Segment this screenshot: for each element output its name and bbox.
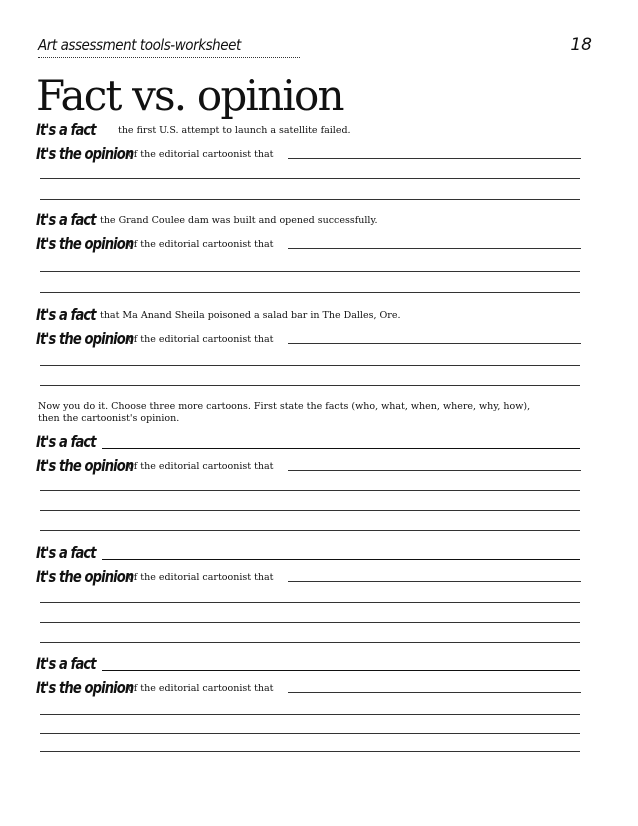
- opinion-label: It's the opinion: [36, 144, 134, 163]
- fact-label: It's a fact: [36, 432, 96, 451]
- answer-line[interactable]: [40, 490, 580, 491]
- answer-line[interactable]: [40, 714, 580, 715]
- opinion-label: It's the opinion: [36, 329, 134, 348]
- opinion-suffix-text: of the editorial cartoonist that: [128, 149, 274, 160]
- opinion-answer-line[interactable]: [288, 158, 581, 159]
- opinion-answer-line[interactable]: [288, 470, 581, 471]
- exercise-2-fact-row: [36, 541, 581, 563]
- page-header: [38, 36, 598, 58]
- opinion-suffix-text: of the editorial cartoonist that: [128, 239, 274, 250]
- answer-line[interactable]: [40, 271, 580, 272]
- header-title: Art assessment tools-worksheet: [38, 36, 241, 54]
- example-2-fact-row: [36, 208, 581, 230]
- answer-line[interactable]: [40, 751, 580, 752]
- example-2-fact-text: the Grand Coulee dam was built and opened successfully.: [100, 215, 378, 226]
- instructions-line-1: Now you do it. Choose three more cartoons. First state the facts (who, what, when, where, why, how),: [38, 401, 531, 412]
- fact-label: It's a fact: [36, 305, 96, 324]
- fact-answer-line[interactable]: [102, 448, 580, 449]
- page-title: Fact vs. opinion: [36, 71, 343, 120]
- exercise-2-opinion-row: [36, 565, 581, 587]
- answer-line[interactable]: [40, 622, 580, 623]
- opinion-suffix-text: of the editorial cartoonist that: [128, 683, 274, 694]
- fact-answer-line[interactable]: [102, 670, 580, 671]
- answer-line[interactable]: [40, 510, 580, 511]
- fact-label: It's a fact: [36, 543, 96, 562]
- example-3-opinion-row: [36, 327, 581, 349]
- answer-line[interactable]: [40, 385, 580, 386]
- opinion-label: It's the opinion: [36, 456, 134, 475]
- page-number: 18: [570, 35, 592, 55]
- opinion-label: It's the opinion: [36, 678, 134, 697]
- answer-line[interactable]: [40, 642, 580, 643]
- answer-line[interactable]: [40, 602, 580, 603]
- instructions-line-2: then the cartoonist's opinion.: [38, 413, 180, 424]
- fact-label: It's a fact: [36, 654, 96, 673]
- header-dotted-rule: [38, 57, 300, 58]
- example-1-fact-row: [36, 118, 581, 140]
- answer-line[interactable]: [40, 292, 580, 293]
- example-3-fact-text: that Ma Anand Sheila poisoned a salad bar in The Dalles, Ore.: [100, 310, 401, 321]
- exercise-1-opinion-row: [36, 454, 581, 476]
- answer-line[interactable]: [40, 365, 580, 366]
- exercise-3-fact-row: [36, 652, 581, 674]
- fact-answer-line[interactable]: [102, 559, 580, 560]
- example-1-fact-text: the first U.S. attempt to launch a satellite failed.: [118, 125, 351, 136]
- answer-line[interactable]: [40, 733, 580, 734]
- opinion-label: It's the opinion: [36, 234, 134, 253]
- exercise-1-fact-row: [36, 430, 581, 452]
- opinion-suffix-text: of the editorial cartoonist that: [128, 572, 274, 583]
- opinion-suffix-text: of the editorial cartoonist that: [128, 461, 274, 472]
- opinion-answer-line[interactable]: [288, 343, 581, 344]
- exercise-3-opinion-row: [36, 676, 581, 698]
- example-2-opinion-row: [36, 232, 581, 254]
- opinion-answer-line[interactable]: [288, 692, 581, 693]
- answer-line[interactable]: [40, 530, 580, 531]
- fact-label: It's a fact: [36, 120, 96, 139]
- example-3-fact-row: [36, 303, 581, 325]
- fact-label: It's a fact: [36, 210, 96, 229]
- opinion-answer-line[interactable]: [288, 581, 581, 582]
- answer-line[interactable]: [40, 178, 580, 179]
- opinion-suffix-text: of the editorial cartoonist that: [128, 334, 274, 345]
- opinion-answer-line[interactable]: [288, 248, 581, 249]
- example-1-opinion-row: [36, 142, 581, 164]
- opinion-label: It's the opinion: [36, 567, 134, 586]
- instructions: [38, 401, 598, 425]
- answer-line[interactable]: [40, 199, 580, 200]
